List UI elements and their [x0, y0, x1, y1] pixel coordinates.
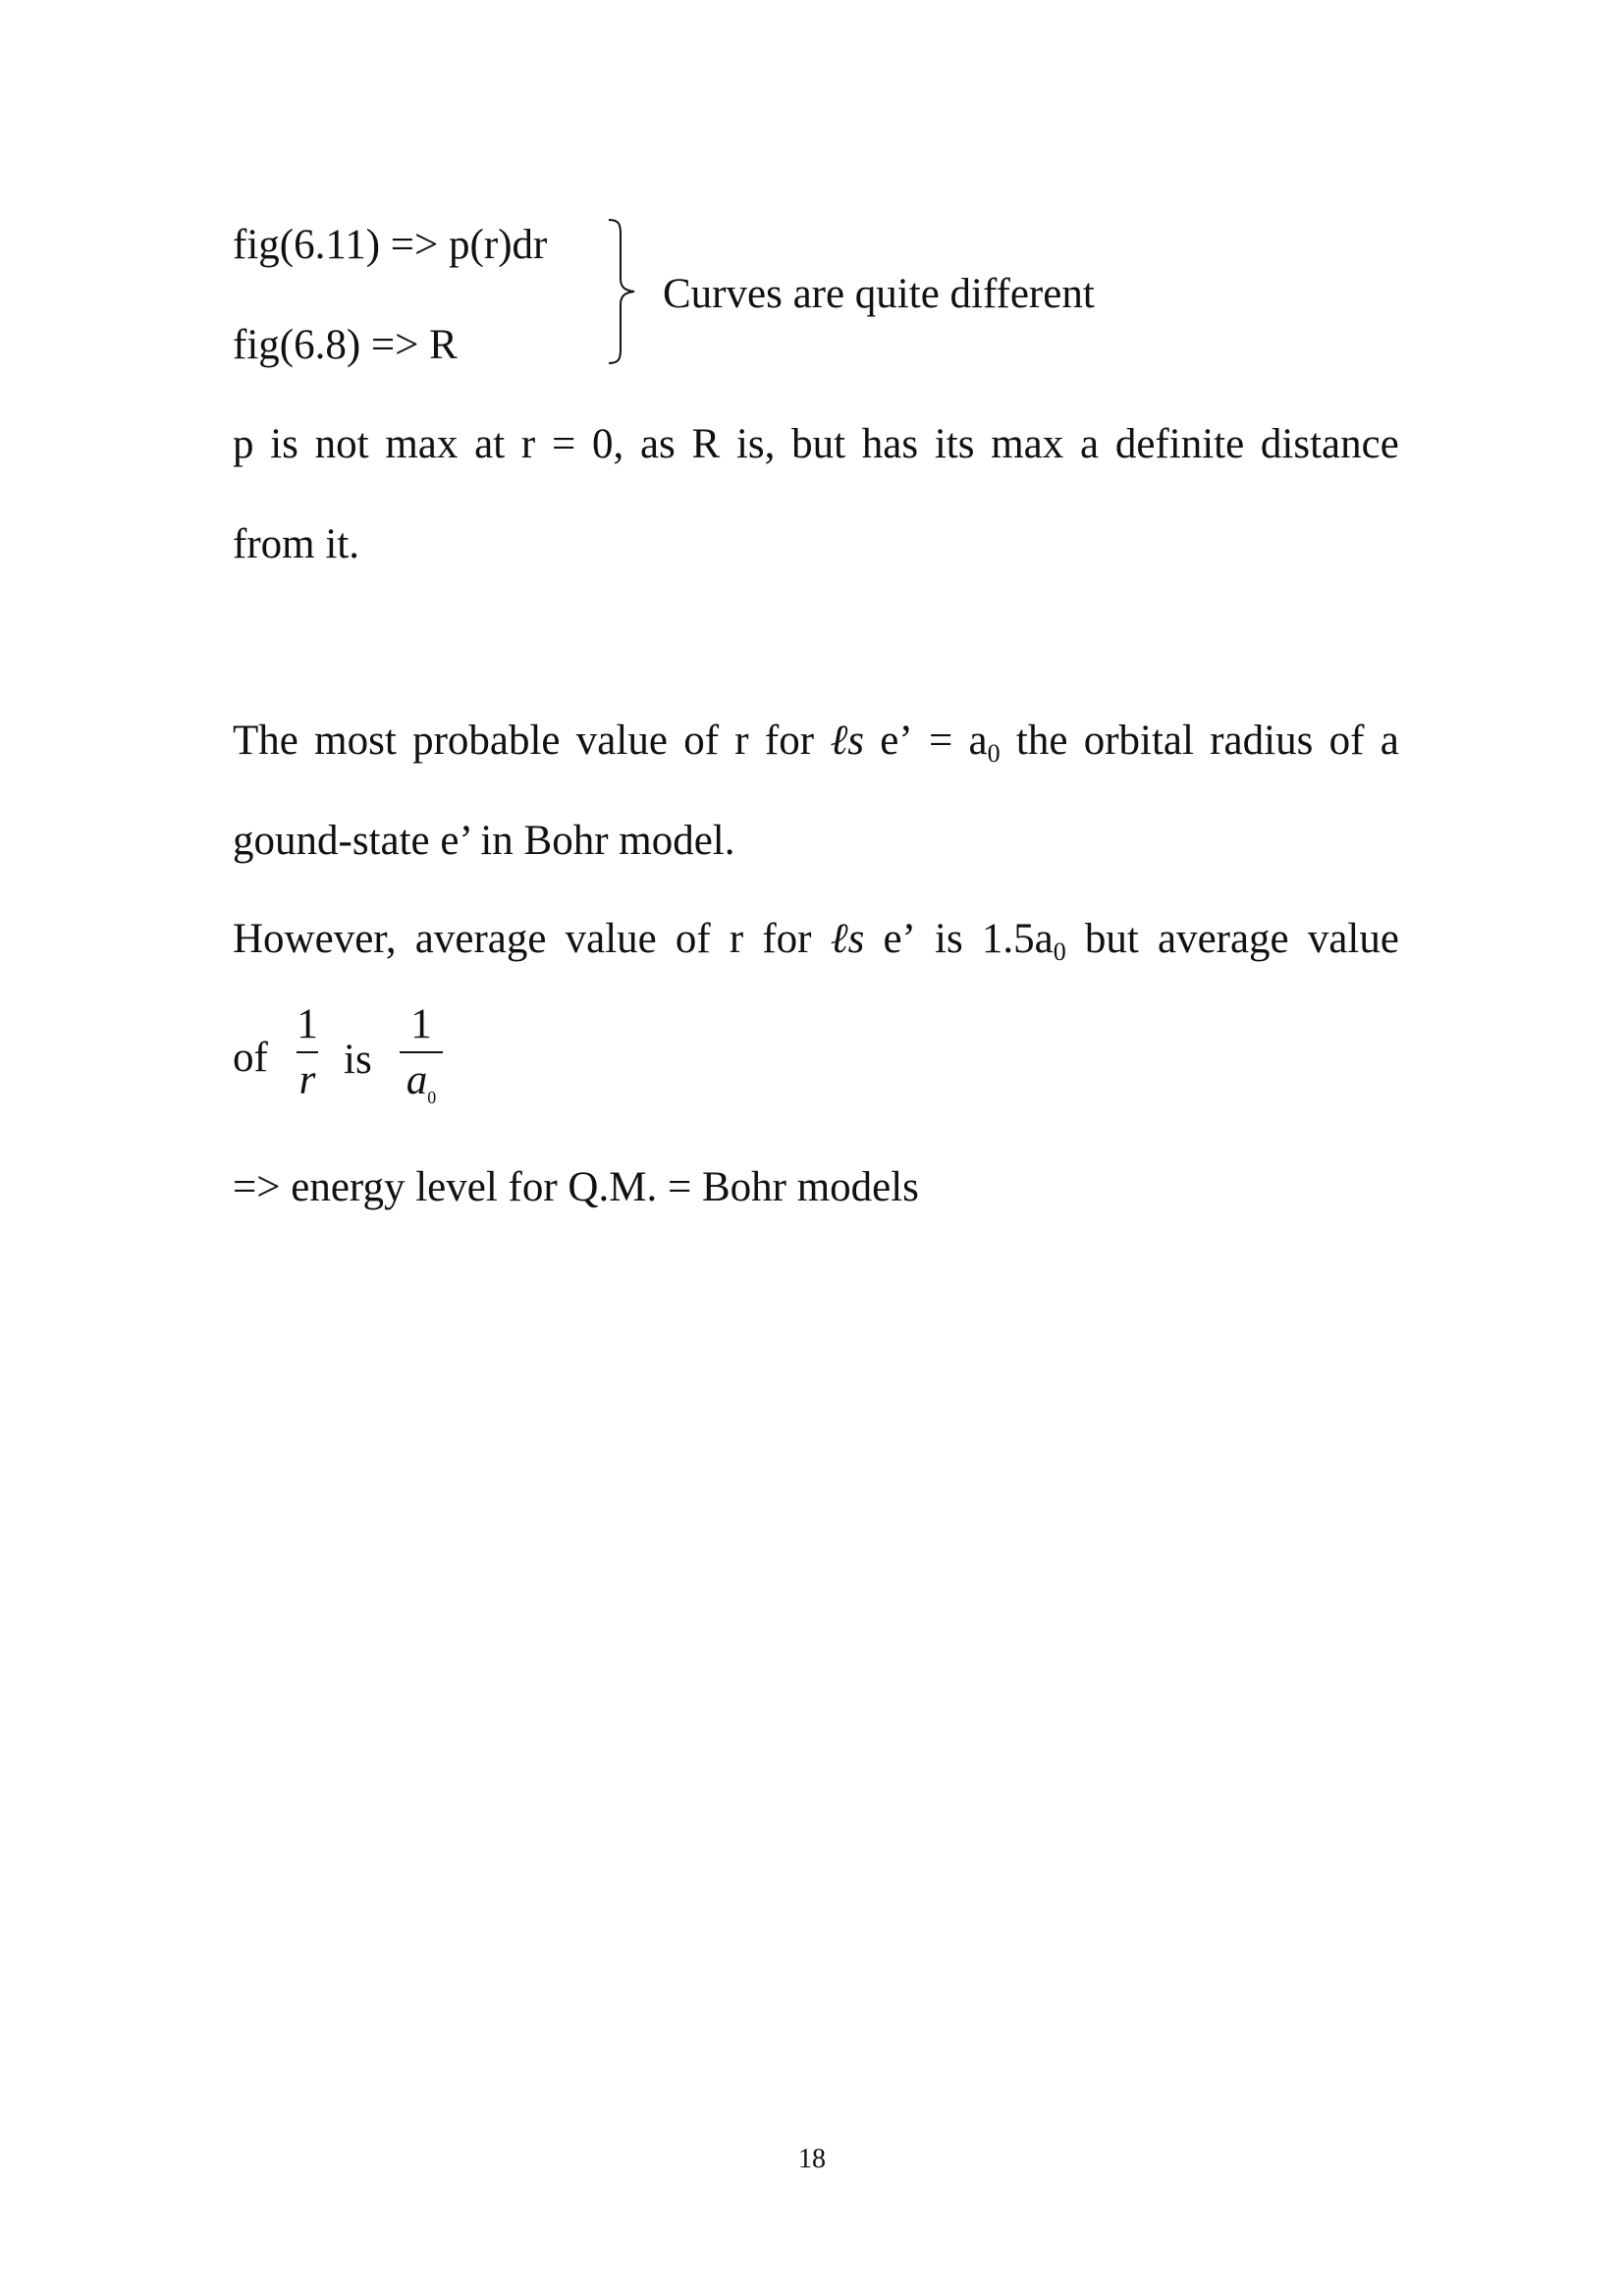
word: has	[861, 421, 919, 467]
word: e’	[883, 916, 916, 962]
word: The	[233, 718, 298, 764]
word: but	[791, 421, 846, 467]
fraction-numerator: 1	[297, 1001, 318, 1047]
word: for	[762, 916, 812, 962]
word: average	[414, 916, 547, 962]
subscript: 0	[427, 1088, 437, 1107]
word: of	[683, 718, 720, 764]
para2-line2: gound-state e’ in Bohr model.	[233, 818, 735, 864]
fraction-denominator: $a_0$	[406, 1057, 437, 1107]
of-word: of	[233, 1035, 268, 1081]
word: distance	[1260, 421, 1399, 467]
is-word: is	[344, 1037, 372, 1083]
word: r	[520, 421, 536, 467]
word: is	[270, 421, 298, 467]
ls-symbol: ℓs	[830, 916, 865, 962]
word: of	[1328, 718, 1365, 764]
fraction-bar	[400, 1051, 443, 1053]
word: max	[385, 421, 459, 467]
word: value	[575, 718, 668, 764]
word: orbital	[1083, 718, 1194, 764]
word: =	[928, 718, 953, 764]
page-number: 18	[798, 2144, 826, 2174]
right-brace-icon	[607, 218, 638, 365]
word: a	[1380, 718, 1399, 764]
word: radius	[1210, 718, 1314, 764]
word: r	[729, 916, 744, 962]
word: definite	[1114, 421, 1245, 467]
a0-term: a0	[968, 718, 1001, 768]
word: p	[233, 421, 254, 467]
para1-line1	[233, 423, 1399, 465]
word: is	[935, 916, 963, 962]
word: the	[1015, 718, 1068, 764]
subscript: 0	[1053, 937, 1066, 966]
word: not	[314, 421, 369, 467]
brace-label: Curves are quite different	[663, 271, 1095, 317]
word: most	[314, 718, 397, 764]
word: =	[551, 421, 576, 467]
word: However,	[233, 916, 397, 962]
word: r	[734, 718, 749, 764]
word: value	[565, 916, 657, 962]
fraction-one-over-a0	[398, 1001, 445, 1107]
conclusion-line: => energy level for Q.M. = Bohr models	[233, 1164, 919, 1210]
para1-line2: from it.	[233, 521, 359, 567]
fraction-denominator: r	[298, 1057, 316, 1103]
para3-line1	[233, 916, 1399, 966]
word: at	[474, 421, 506, 467]
word: e’	[880, 718, 913, 764]
word: is,	[735, 421, 776, 467]
word: probable	[412, 718, 561, 764]
fraction-numerator: 1	[410, 1001, 432, 1047]
ls-symbol: ℓs	[830, 718, 864, 764]
para2-line1	[233, 718, 1399, 768]
word: max	[991, 421, 1064, 467]
word: R	[691, 421, 721, 467]
fraction-bar	[297, 1051, 318, 1053]
word: 0,	[591, 421, 624, 467]
word: as	[639, 421, 676, 467]
word: average	[1157, 916, 1289, 962]
fig-6-11-line: fig(6.11) => p(r)dr	[233, 222, 548, 268]
fraction-one-over-r	[293, 1003, 322, 1101]
word: value	[1307, 916, 1399, 962]
avg-r-term: 1.5a0	[981, 916, 1066, 966]
word: its	[934, 421, 975, 467]
subscript: 0	[987, 739, 1001, 768]
word: for	[764, 718, 815, 764]
word: of	[675, 916, 711, 962]
word: but	[1084, 916, 1139, 962]
fig-6-8-line: fig(6.8) => R	[233, 322, 458, 368]
word: a	[1080, 421, 1100, 467]
